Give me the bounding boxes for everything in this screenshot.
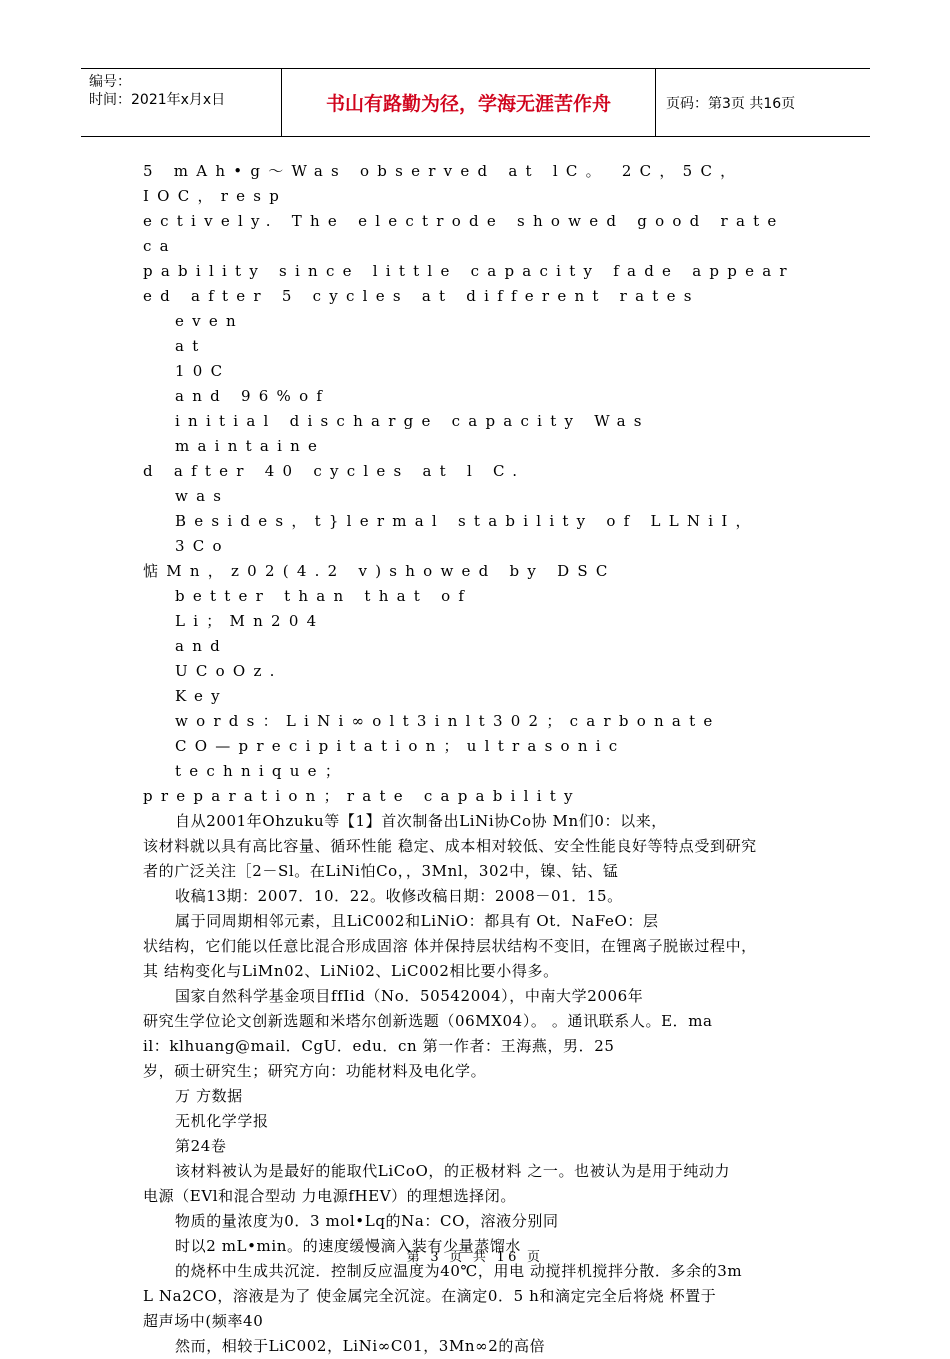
body-line: 收稿13期：2007．10．22。收修改稿日期：2008－01．15。 [175,887,623,905]
body-line: il：klhuang@mail．CgU．edu．cn 第一作者：王海燕，男．25 [143,1037,615,1055]
body-line: preparation；rate capability [143,787,581,805]
page-footer: 第 3 页 共 16 页 [406,1250,544,1265]
body-line: pability since little capacity fade appear [143,262,795,280]
body-line: 者的广泛关注［2－Sl。在LiNi怕Co，，3Mnl，302中，镍、钴、锰 [143,862,619,880]
body-line: 超声场中(频率40 [143,1312,264,1330]
body-line: 万 方数据 [175,1087,243,1105]
body-line: CO—precipitation；ultrasonic technique； [175,737,626,780]
document-body [143,159,811,1359]
doc-number-label: 编号： [89,74,131,90]
body-line: ectively. The electrode showed good rate ca [143,212,785,255]
body-line: 然而，相较于LiC002，LiNi∞C01，3Mn∞2的高倍 [175,1337,546,1355]
body-line: and [175,637,228,655]
body-line: 5 mAh•g～Was observed at lC。 2C，5C，IOC，resp [143,162,744,205]
header-meta [81,69,282,136]
body-line: words：LiNi∞olt3inlt302；carbonate [175,712,721,730]
body-line: 其 结构变化与LiMn02、LiNi02、LiC002相比要小得多。 [143,962,559,980]
body-line: 10C [175,362,231,380]
body-line: 第24卷 [175,1137,227,1155]
header-motto: 书山有路勤为径，学海无涯苦作舟 [282,69,656,136]
body-line: UCoOz. [175,662,283,680]
body-line: d after 40 cycles at l C. [143,462,526,480]
body-line: 无机化学学报 [175,1112,269,1130]
body-line: 岁，硕士研究生；研究方向：功能材料及电化学。 [143,1062,487,1080]
body-line: initial discharge capacity Was maintaine [175,412,650,455]
body-line: 惦Mn，z02(4.2 v)showed by DSC [143,562,616,580]
body-line: better than that of [175,587,473,605]
body-line: 物质的量浓度为0．3 mol•Lq的Na：CO，溶液分别同 [175,1212,559,1230]
body-line: Li；Mn204 [175,612,325,630]
body-line: L Na2CO，溶液是为了 使金属完全沉淀。在滴定0．5 h和滴定完全后将烧 杯置于 [143,1287,717,1305]
body-line: 该材料被认为是最好的能取代LiCoO，的正极材料 之一。也被认为是用于纯动力 [175,1162,731,1180]
body-line: 国家自然科学基金项目ffIid（No．50542004），中南大学2006年 [175,987,644,1005]
body-line: 该材料就以具有高比容量、循环性能 稳定、成本相对较低、安全性能良好等特点受到研究 [143,837,757,855]
body-line: 属于同周期相邻元素，且LiC002和LiNiO：都具有 Ot．NaFeO：层 [175,912,659,930]
doc-date: 时间：2021年x月x日 [89,92,226,108]
body-line: and 96%of [175,387,331,405]
body-line: even [175,312,244,330]
body-line: 电源（EVl和混合型动 力电源fHEV）的理想选择闭。 [143,1187,516,1205]
header-page-info: 页码：第3页 共16页 [666,95,796,112]
body-line: 状结构，它们能以任意比混合形成固溶 体并保持层状结构不变旧，在锂离子脱嵌过程中， [143,937,757,955]
body-line: Key [175,687,228,705]
body-line: Besides，t}lermal stability of LLNiI，3Co [175,512,759,555]
page-header [81,68,870,137]
body-line: 自从2001年Ohzuku等【1】首次制备出LiNi协Co协 Mn们0：以来， [175,812,667,830]
body-line: at [175,337,207,355]
body-line: 的烧杯中生成共沉淀．控制反应温度为40℃，用电 动搅拌机搅拌分散．多余的3m [175,1262,743,1280]
body-line: was [175,487,230,505]
body-line: 时以2 mL•min。的速度缓慢滴入装有少量蒸馏水 [175,1237,522,1255]
body-line: ed after 5 cycles at different rates [143,287,700,305]
body-line: 研究生学位论文创新选题和米塔尔创新选题（06MX04）。 。通讯联系人。E．ma [143,1012,713,1030]
